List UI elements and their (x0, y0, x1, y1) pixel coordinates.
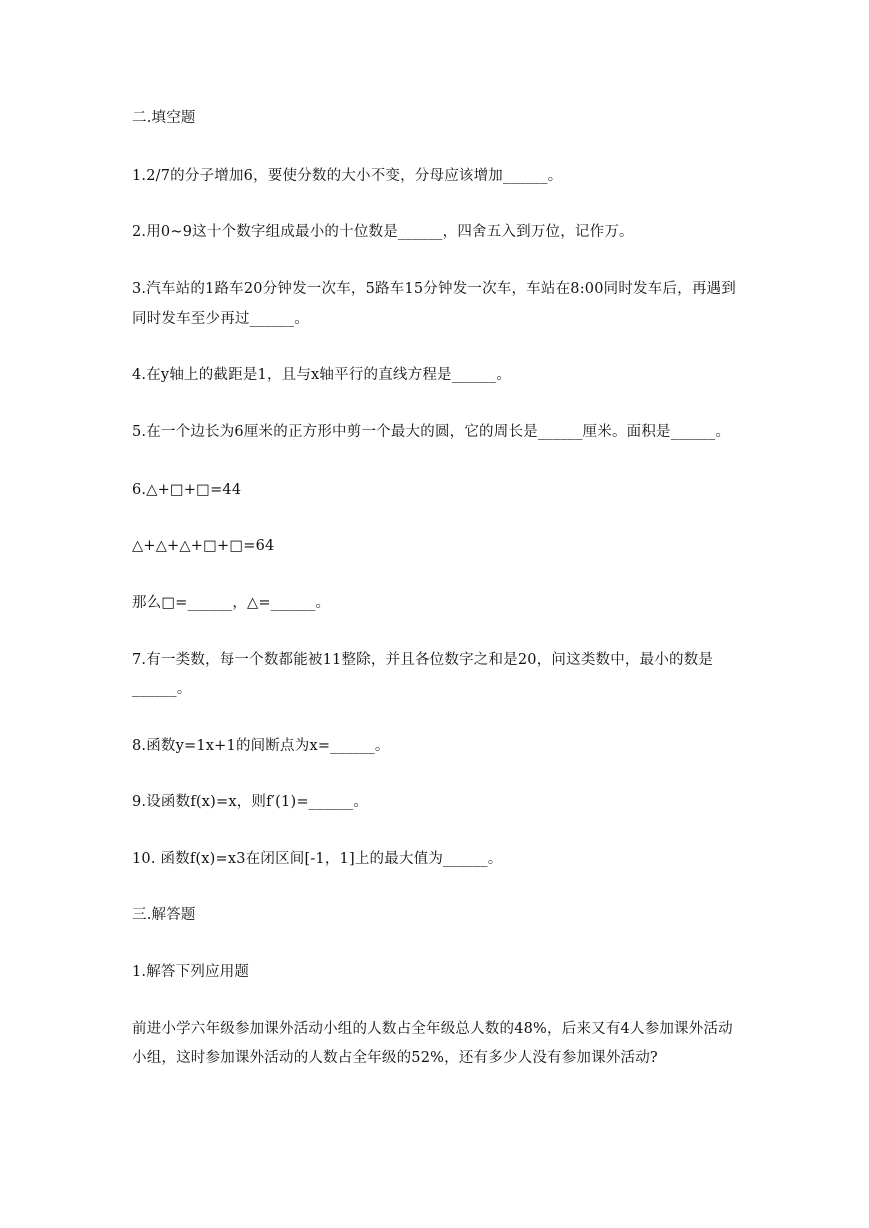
question-7-line-2: ______。 (132, 681, 192, 697)
question-10: 10. 函数f(x)=x3在闭区间[-1，1]上的最大值为______。 (132, 851, 503, 867)
question-7-line-1: 7.有一类数，每一个数都能被11整除，并且各位数字之和是20，问这类数中，最小的数是 (132, 652, 714, 668)
question-3-line-2: 同时发车至少再过______。 (132, 311, 309, 327)
question-3-line-1: 3.汽车站的1路车20分钟发一次车，5路车15分钟发一次车，车站在8:00同时发车后，再遇到 (132, 281, 736, 297)
answer-question-1-body-line-1: 前进小学六年级参加课外活动小组的人数占全年级总人数的48%，后来又有4人参加课外活动 (132, 1021, 733, 1037)
section-heading-fill-in: 二.填空题 (132, 110, 196, 126)
question-9: 9.设函数f(x)=x，则f′(1)=______。 (132, 794, 369, 810)
question-2: 2.用0~9这十个数字组成最小的十位数是______，四舍五入到万位，记作万。 (132, 224, 634, 240)
section-heading-answer: 三.解答题 (132, 907, 196, 923)
answer-question-1-body-line-2: 小组，这时参加课外活动的人数占全年级的52%，还有多少人没有参加课外活动? (132, 1050, 658, 1066)
question-8: 8.函数y=1x+1的间断点为x=______。 (132, 738, 390, 754)
answer-question-1-title: 1.解答下列应用题 (132, 964, 250, 980)
question-6-line-1: 6.△+□+□=44 (132, 482, 242, 498)
question-1: 1.2/7的分子增加6，要使分数的大小不变，分母应该增加______。 (132, 168, 563, 184)
question-5: 5.在一个边长为6厘米的正方形中剪一个最大的圆，它的周长是______厘米。面积是______。 (132, 424, 731, 440)
question-6-line-2: △+△+△+□+□=64 (132, 538, 275, 554)
question-4: 4.在y轴上的截距是1，且与x轴平行的直线方程是______。 (132, 367, 512, 383)
question-6-line-3: 那么□=______，△=______。 (132, 595, 331, 611)
